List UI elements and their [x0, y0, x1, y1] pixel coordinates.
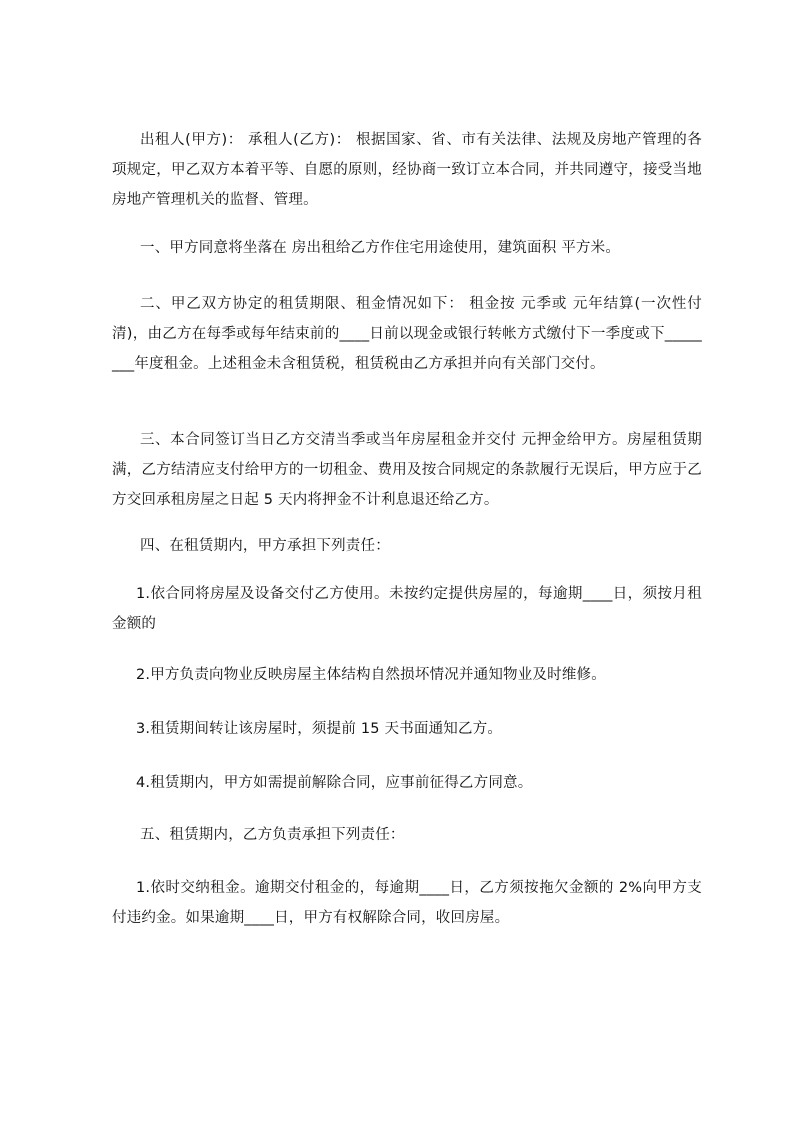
- paragraph-clause-5-heading: 五、租赁期内，乙方负责承担下列责任：: [140, 827, 405, 843]
- paragraph-clause-4-item-1: 1.依合同将房屋及设备交付乙方使用。未按约定提供房屋的，每逾期____日，须按月租金额的: [112, 586, 702, 632]
- paragraph-clause-4-heading: 四、在租赁期内，甲方承担下列责任：: [140, 538, 390, 554]
- paragraph-clause-4-item-4: 4.租赁期内，甲方如需提前解除合同，应事前征得乙方同意。: [136, 775, 533, 791]
- paragraph-clause-1: 一、甲方同意将坐落在 房出租给乙方作住宅用途使用，建筑面积 平方米。: [140, 240, 621, 256]
- paragraph-clause-4-item-3: 3.租赁期间转让该房屋时，须提前 15 天书面通知乙方。: [136, 721, 503, 737]
- paragraph-clause-2: 二、甲乙双方协定的租赁期限、租金情况如下： 租金按 元季或 元年结算(一次性付清)，由乙方在每季或每年结束前的____日前以现金或银行转帐方式缴付下一季度或下________年度租金。上述租金未含租赁税，租赁税由乙方承担并向有关部门交付。: [112, 296, 702, 372]
- paragraph-preamble: 出租人(甲方)： 承租人(乙方)： 根据国家、省、市有关法律、法规及房地产管理的各项规定，甲乙双方本着平等、自愿的原则，经协商一致订立本合同，并共同遵守，接受当地房地产管理机关的监督、管理。: [112, 132, 702, 208]
- paragraph-clause-4-item-2: 2.甲方负责向物业反映房屋主体结构自然损坏情况并通知物业及时维修。: [136, 667, 606, 683]
- paragraph-clause-3: 三、本合同签订当日乙方交清当季或当年房屋租金并交付 元押金给甲方。房屋租赁期满，乙方结清应支付给甲方的一切租金、费用及按合同规定的条款履行无误后，甲方应于乙方交回承租房屋之日起 5 天内将押金不计利息退还给乙方。: [112, 432, 702, 508]
- paragraph-clause-5-item-1: 1.依时交纳租金。逾期交付租金的，每逾期____日，乙方须按拖欠金额的 2%向甲方支付违约金。如果逾期____日，甲方有权解除合同，收回房屋。: [112, 880, 702, 926]
